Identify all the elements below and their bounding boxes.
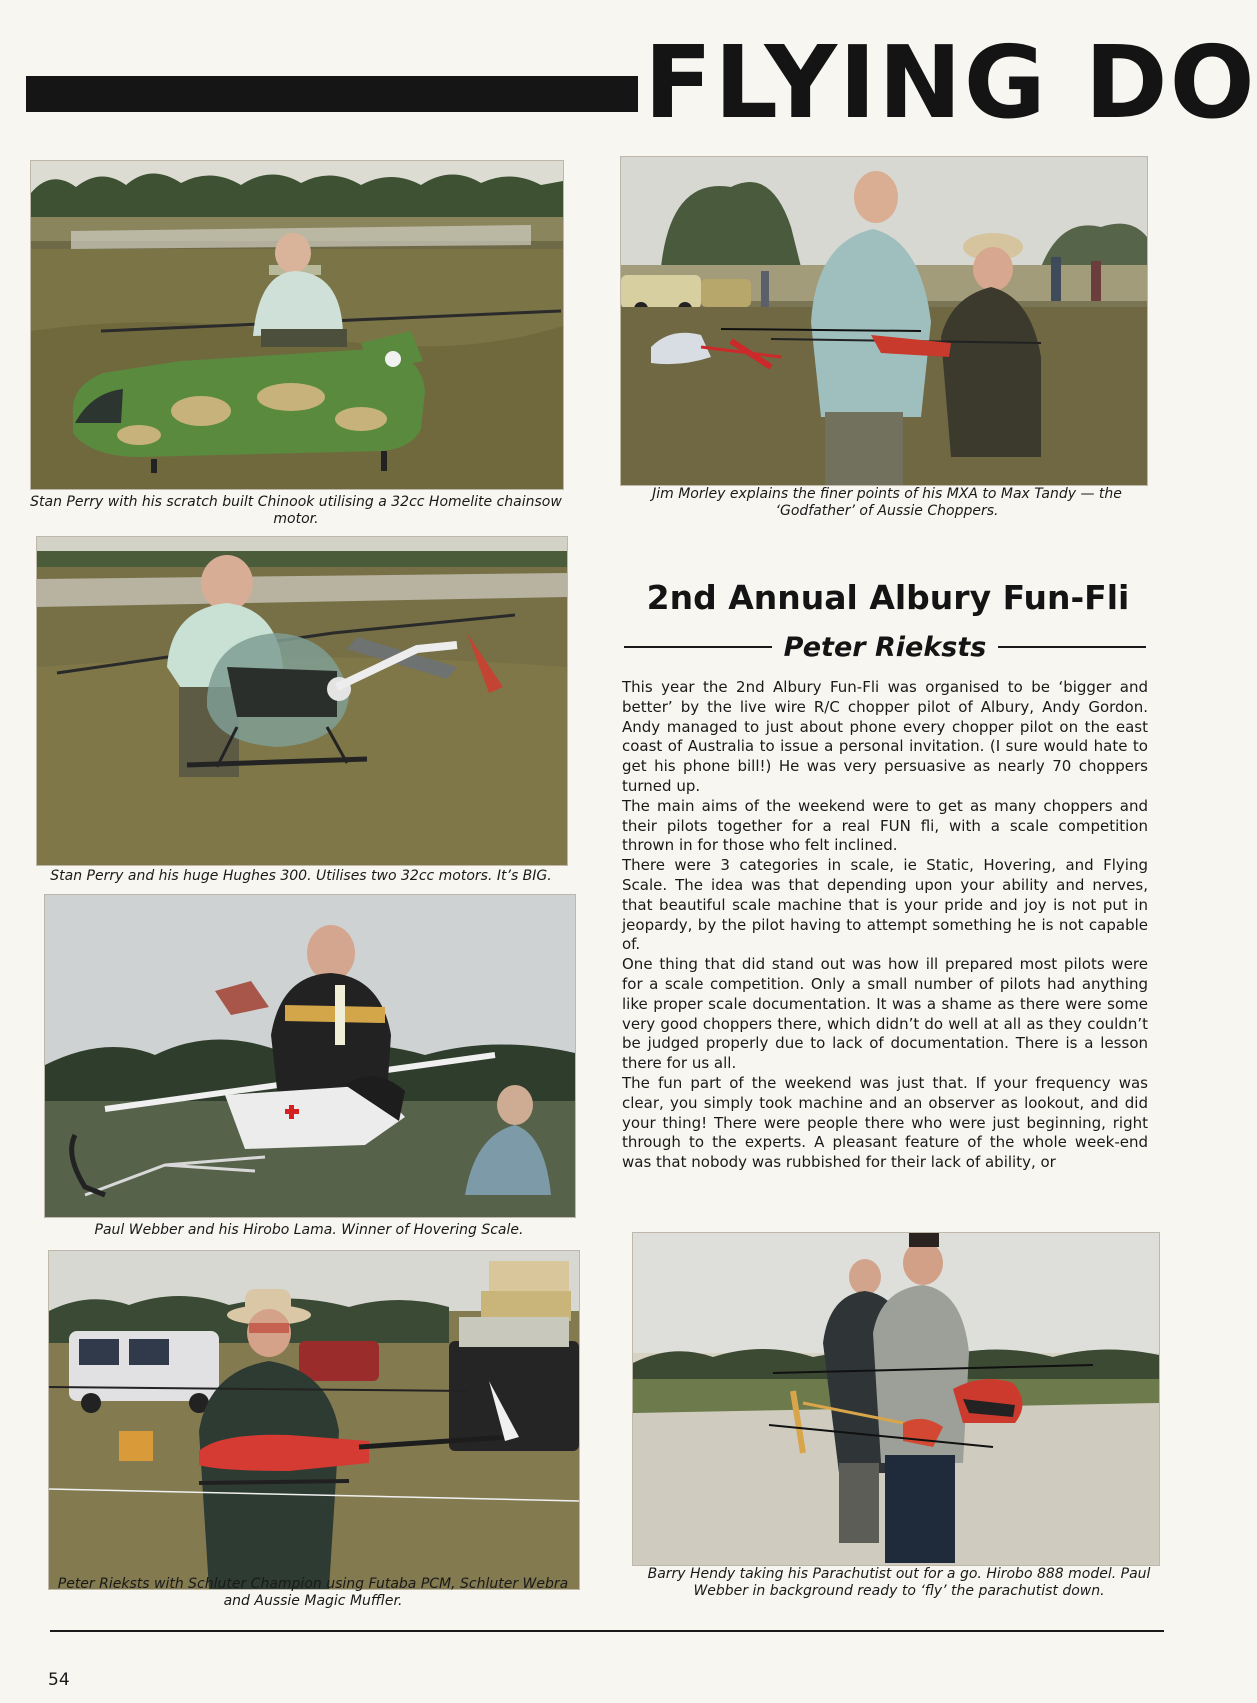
article-paragraph: The fun part of the weekend was just that. If your frequency was clear, you simply took machine and an observer as lookout, and did your thing! There were people there who were just beginning, right through to the experts. A pleasant feature of the whole week-end was that nobody was rubbished for their lack of ability, or bbox=[622, 1073, 1148, 1172]
byline-rule-left bbox=[624, 646, 772, 648]
byline-row bbox=[624, 628, 1146, 666]
page-number: 54 bbox=[48, 1670, 70, 1690]
section-headline: FLYING DO bbox=[644, 24, 1257, 141]
parachutist-photo bbox=[632, 1232, 1160, 1566]
article-body bbox=[622, 678, 1148, 1173]
mxa-photo bbox=[620, 156, 1148, 486]
parachutist-caption: Barry Hendy taking his Parachutist out for a go. Hirobo 888 model. Paul Webber in background ready to ‘fly’ the parachutist down. bbox=[647, 1566, 1151, 1599]
chinook-photo bbox=[30, 160, 564, 490]
footer-rule bbox=[50, 1630, 1164, 1632]
lama-photo bbox=[44, 894, 576, 1218]
byline: Peter Rieksts bbox=[783, 631, 987, 663]
chinook-caption: Stan Perry with his scratch built Chinook utilising a 32cc Homelite chainsow motor. bbox=[30, 494, 562, 527]
hughes-photo bbox=[36, 536, 568, 866]
article-paragraph: There were 3 categories in scale, ie Static, Hovering, and Flying Scale. The idea was that depending upon your ability and nerves, that beautiful scale machine that is your pride and joy is not put in jeopardy, by the pilot having to attempt something he is not capable of. bbox=[622, 856, 1148, 954]
article-paragraph: This year the 2nd Albury Fun-Fli was organised to be ‘bigger and better’ by the live wire R/C chopper pilot of Albury, Andy Gordon. Andy managed to just about phone every chopper pilot on the east coast of Australia to issue a personal invitation. (I sure would hate to get his phone bill!) He was very persuasive as nearly 70 choppers turned up. bbox=[622, 678, 1148, 795]
hughes-caption: Stan Perry and his huge Hughes 300. Utilises two 32cc motors. It’s BIG. bbox=[50, 868, 552, 884]
mxa-caption: Jim Morley explains the finer points of his MXA to Max Tandy — the ‘Godfather’ of Aussie Choppers. bbox=[652, 486, 1122, 519]
lama-caption: Paul Webber and his Hirobo Lama. Winner of Hovering Scale. bbox=[94, 1222, 524, 1238]
byline-rule-right bbox=[998, 646, 1146, 648]
schluter-caption: Peter Rieksts with Schluter Champion using Futaba PCM, Schluter Webra and Aussie Magic Muffler. bbox=[57, 1576, 569, 1609]
article-title: 2nd Annual Albury Fun-Fli bbox=[646, 578, 1130, 617]
schluter-photo bbox=[48, 1250, 580, 1590]
article-paragraph: The main aims of the weekend were to get as many choppers and their pilots together for a real FUN fli, with a scale competition thrown in for those who felt inclined. bbox=[622, 796, 1148, 855]
article-paragraph: One thing that did stand out was how ill prepared most pilots were for a scale competition. Only a small number of pilots had anything like proper scale documentation. It was a shame as there were some very good choppers there, which didn’t do well at all as they couldn’t be judged properly due to lack of documentation. There is a lesson there for us all. bbox=[622, 955, 1148, 1073]
title-bar bbox=[26, 76, 638, 112]
